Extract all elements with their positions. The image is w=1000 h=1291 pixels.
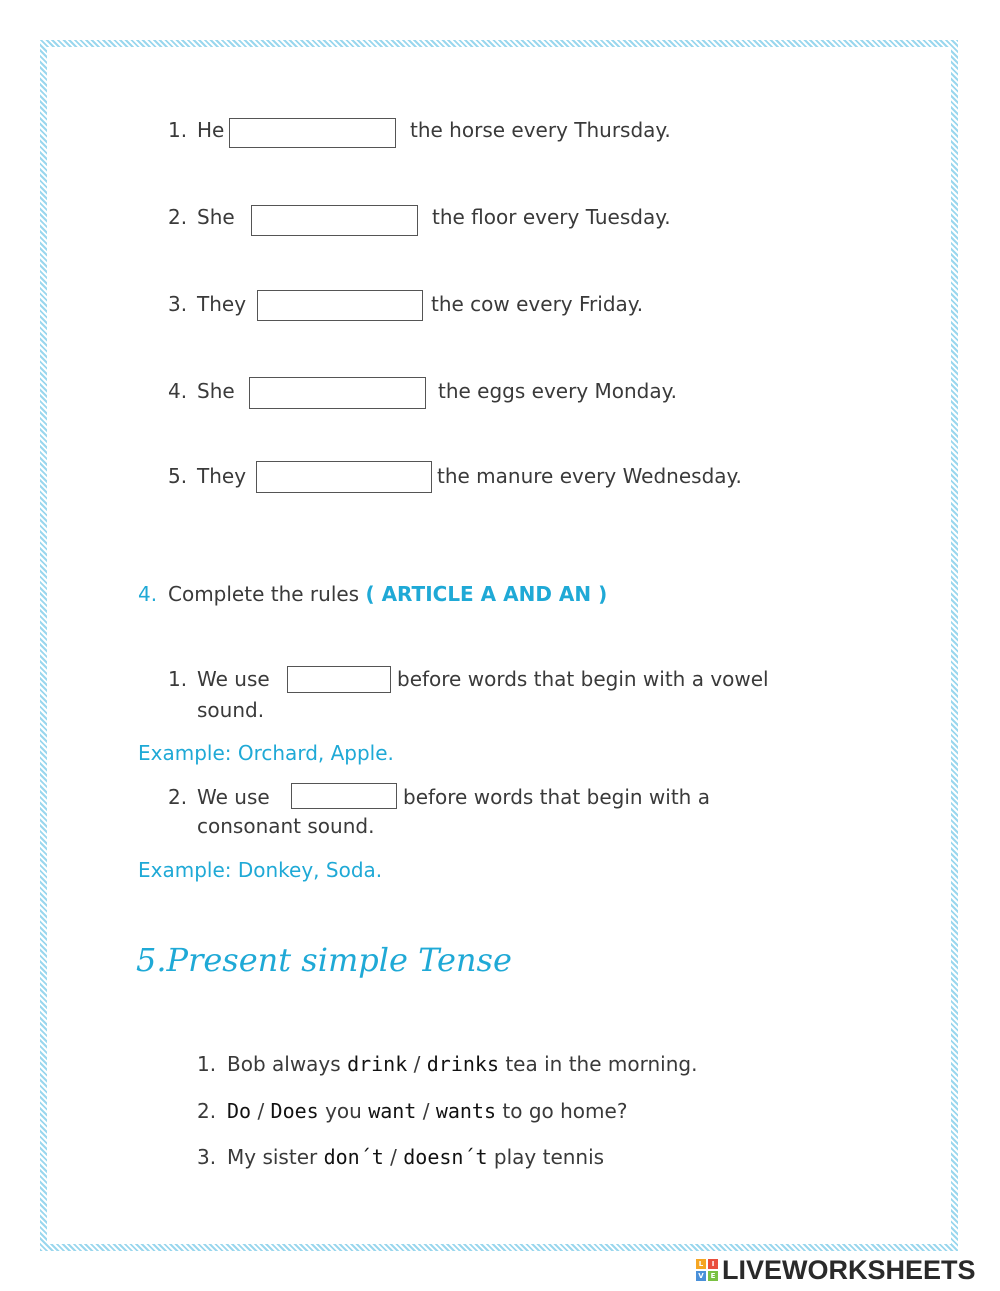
choice-option[interactable]: Does [270, 1099, 319, 1123]
choice-option[interactable]: don´t [323, 1145, 384, 1169]
item-number: 1. [197, 1052, 217, 1076]
item-number: 3. [168, 292, 188, 316]
item-subject: She [197, 205, 235, 229]
rule-suffix: before words that begin with a [403, 785, 710, 809]
answer-input-3[interactable] [257, 290, 423, 321]
section-title: Complete the rules ( ARTICLE A AND AN ) [168, 582, 608, 606]
choice-option[interactable]: wants [435, 1099, 497, 1123]
choice-sentence: Bob always drink / drinks tea in the morning. [227, 1052, 698, 1076]
choice-option[interactable]: drink [347, 1052, 408, 1076]
logo-mark-icon: L I V E [696, 1259, 718, 1281]
item-text: the eggs every Monday. [438, 379, 677, 403]
choice-sentence: My sister don´t / doesn´t play tennis [227, 1145, 605, 1169]
article-input-1[interactable] [287, 666, 391, 693]
item-subject: She [197, 379, 235, 403]
answer-input-5[interactable] [256, 461, 432, 493]
rule-suffix: before words that begin with a vowel [397, 667, 769, 691]
rule-prefix: We use [197, 667, 270, 691]
rule-number: 1. [168, 667, 188, 691]
example-text: Example: Orchard, Apple. [138, 741, 394, 765]
item-subject: They [197, 464, 247, 488]
choice-option[interactable]: want [368, 1099, 417, 1123]
item-subject: They [197, 292, 247, 316]
answer-input-2[interactable] [251, 205, 418, 236]
item-number: 2. [197, 1099, 217, 1123]
choice-option[interactable]: drinks [426, 1052, 499, 1076]
section-highlight: ( ARTICLE A AND AN ) [365, 582, 608, 606]
item-number: 5. [168, 464, 188, 488]
article-input-2[interactable] [291, 783, 397, 809]
liveworksheets-logo[interactable] [696, 1255, 976, 1285]
rule-prefix: We use [197, 785, 270, 809]
item-number: 2. [168, 205, 188, 229]
choice-sentence: Do / Does you want / wants to go home? [227, 1099, 628, 1123]
answer-input-1[interactable] [229, 118, 396, 148]
section-number: 4. [138, 582, 158, 606]
item-text: the cow every Friday. [431, 292, 644, 316]
item-text: the manure every Wednesday. [437, 464, 742, 488]
item-number: 1. [168, 118, 188, 142]
rule-number: 2. [168, 785, 188, 809]
choice-option[interactable]: Do [227, 1099, 252, 1123]
item-number: 3. [197, 1145, 217, 1169]
item-subject: He [197, 118, 225, 142]
rule-line2: consonant sound. [197, 814, 375, 838]
example-text: Example: Donkey, Soda. [138, 858, 383, 882]
item-text: the floor every Tuesday. [432, 205, 671, 229]
logo-text: LIVEWORKSHEETS [722, 1254, 976, 1285]
item-number: 4. [168, 379, 188, 403]
rule-line2: sound. [197, 698, 265, 722]
choice-option[interactable]: doesn´t [403, 1145, 488, 1169]
answer-input-4[interactable] [249, 377, 426, 409]
section-heading: 5.Present simple Tense [136, 941, 512, 979]
item-text: the horse every Thursday. [410, 118, 671, 142]
